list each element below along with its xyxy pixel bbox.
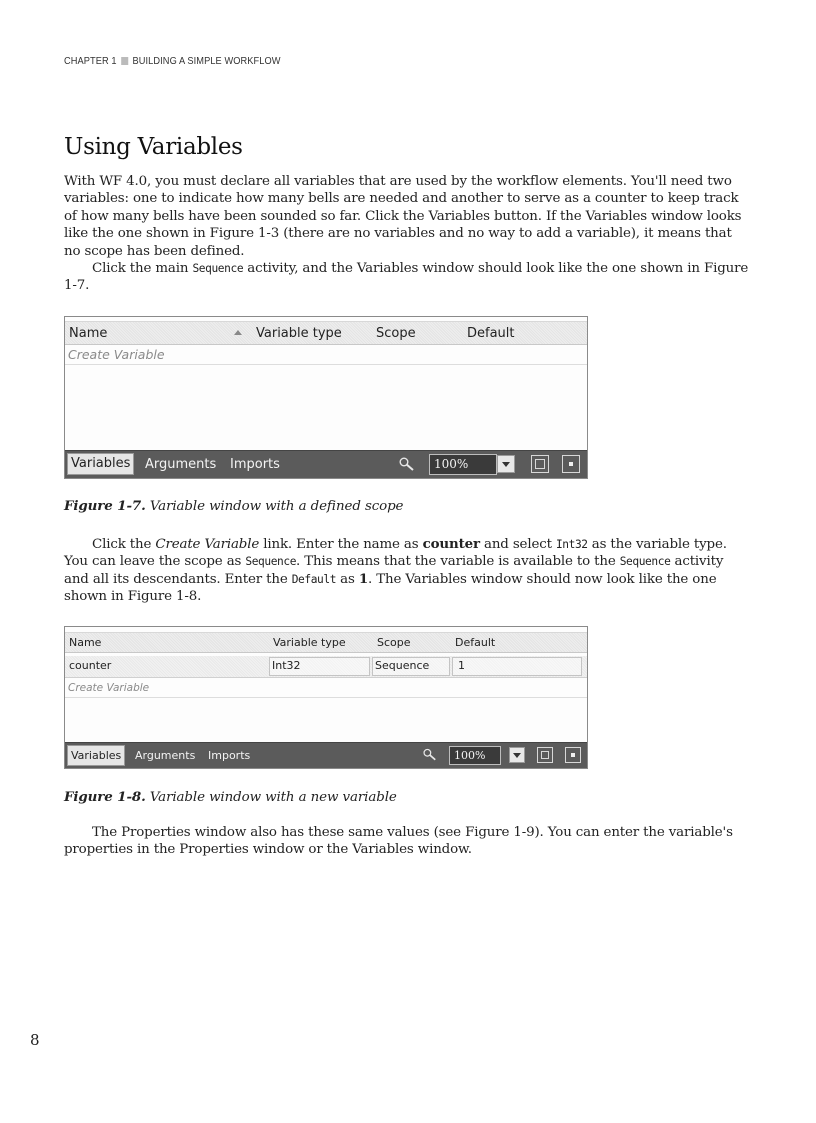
column-header-scope[interactable]: Scope <box>376 326 416 341</box>
row-divider <box>65 697 587 698</box>
column-header-default[interactable]: Default <box>455 636 496 649</box>
magnifier-icon[interactable] <box>399 457 415 471</box>
column-header-name[interactable]: Name <box>69 636 102 649</box>
figure-8-caption: Figure 1-8. Variable window with a new variable <box>64 789 397 805</box>
column-header-default[interactable]: Default <box>467 326 515 341</box>
overview-map-icon[interactable] <box>565 747 581 763</box>
column-header-row <box>65 321 587 345</box>
create-variable-paragraph: Click the Create Variable link. Enter the name as counter and select Int32 as the variable type. You can leave the scope as Sequence. This means that the variable is available to the Sequence activity and all its descendants. Enter the Default as 1. The Variables window should now look like the one shown in Figure 1-8. <box>64 536 727 605</box>
variables-panel-figure-7 <box>64 316 588 479</box>
page-number: 8 <box>30 1031 40 1049</box>
fit-to-screen-icon[interactable] <box>531 455 549 473</box>
figure-7-caption: Figure 1-7. Variable window with a defined scope <box>64 498 404 514</box>
magnifier-icon[interactable] <box>423 748 437 761</box>
code-sequence: Sequence <box>619 555 671 569</box>
emphasis-default-value: 1 <box>358 570 369 587</box>
tab-variables[interactable]: Variables <box>67 453 134 475</box>
overview-map-icon[interactable] <box>562 455 580 473</box>
intro-paragraph: With WF 4.0, you must declare all variables that are used by the workflow elements. You'll need two variables: one to indicate how many bells are needed and another to serve as a counter to keep track of how many bells have been sounded so far. Click the Variables button. If the Variables window looks like the one shown in Figure 1-3 (there are no variables and no way to add a variable), it means that no scope has been defined. <box>64 174 742 259</box>
column-header-variable-type[interactable]: Variable type <box>256 326 342 341</box>
panel-footer-bar <box>65 742 587 768</box>
running-header <box>64 55 281 67</box>
tab-arguments[interactable]: Arguments <box>145 457 217 472</box>
emphasis-create-variable: Create Variable <box>155 537 260 552</box>
zoom-level-box[interactable] <box>429 454 497 475</box>
code-sequence: Sequence <box>192 262 244 275</box>
separator-square-icon <box>121 57 128 65</box>
caption-label: Figure 1-8. <box>64 789 146 805</box>
column-header-row <box>65 632 587 653</box>
fit-to-screen-icon[interactable] <box>537 747 553 763</box>
zoom-level-value: 100% <box>434 457 469 471</box>
zoom-level-value: 100% <box>454 749 486 762</box>
cell-default-box[interactable] <box>452 657 582 676</box>
cell-scope[interactable]: Sequence <box>375 659 430 672</box>
create-variable-link[interactable]: Create Variable <box>68 347 165 362</box>
column-header-variable-type[interactable]: Variable type <box>273 636 346 649</box>
cell-variable-type[interactable]: Int32 <box>272 659 301 672</box>
column-header-name[interactable]: Name <box>69 326 108 341</box>
caption-label: Figure 1-7. <box>64 498 146 514</box>
row-divider <box>65 364 587 365</box>
section-title: Using Variables <box>64 134 243 160</box>
properties-paragraph: The Properties window also has these same values (see Figure 1-9). You can enter the variable's properties in the Properties window or the Variables window. <box>64 825 733 858</box>
variable-row-counter[interactable] <box>65 656 587 678</box>
chapter-title: BUILDING A SIMPLE WORKFLOW <box>132 55 281 67</box>
chapter-label: CHAPTER 1 <box>64 55 117 67</box>
variables-panel-figure-8 <box>64 626 588 769</box>
code-int32: Int32 <box>555 538 588 551</box>
tab-imports[interactable]: Imports <box>208 749 251 762</box>
tab-imports[interactable]: Imports <box>230 457 280 472</box>
sort-ascending-icon[interactable] <box>234 330 242 335</box>
cell-name[interactable]: counter <box>69 659 112 672</box>
zoom-dropdown-icon[interactable] <box>497 455 515 473</box>
emphasis-counter: counter <box>422 536 480 552</box>
panel-footer-bar <box>65 450 587 478</box>
tab-arguments[interactable]: Arguments <box>135 749 196 762</box>
zoom-level-box[interactable] <box>449 746 501 765</box>
tab-variables[interactable]: Variables <box>67 745 125 766</box>
column-header-scope[interactable]: Scope <box>377 636 411 649</box>
code-sequence: Sequence <box>245 555 297 569</box>
instruction-paragraph: Click the main Sequence activity, and the Variables window should look like the one shown in Figure 1-7. <box>64 261 749 294</box>
code-default: Default <box>291 572 337 586</box>
cell-default[interactable]: 1 <box>458 659 465 672</box>
create-variable-link[interactable]: Create Variable <box>68 682 150 694</box>
zoom-dropdown-icon[interactable] <box>509 747 525 763</box>
